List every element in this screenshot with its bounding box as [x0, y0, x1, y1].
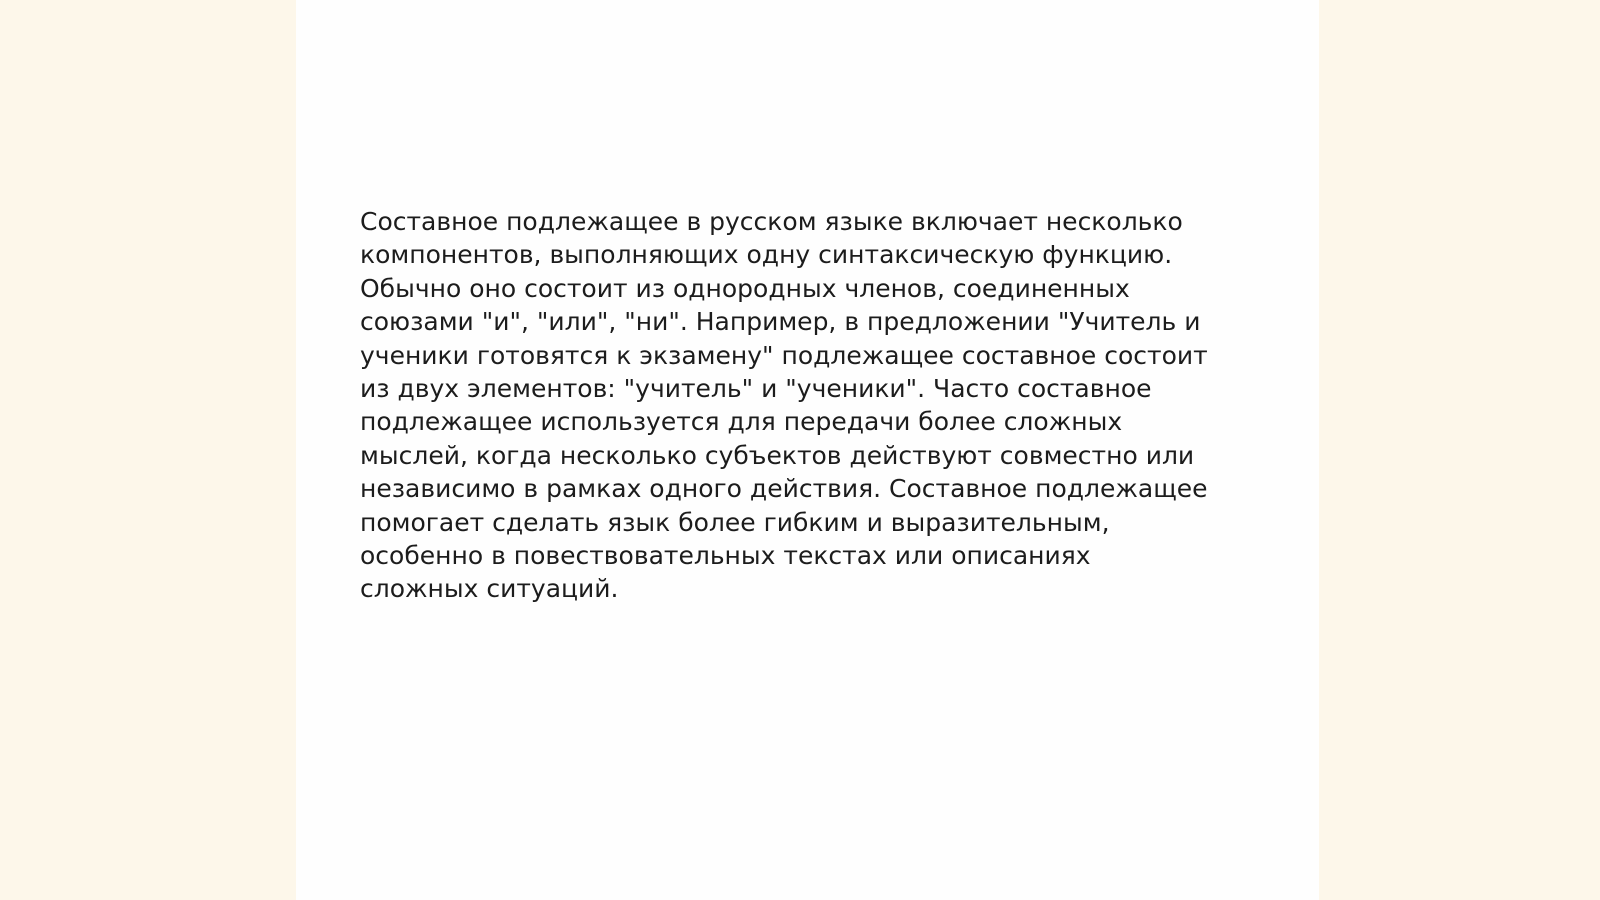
paragraph-line: подлежащее используется для передачи более сложных	[360, 407, 1123, 437]
paragraph-line: союзами "и", "или", "ни". Например, в предложении "Учитель и	[360, 307, 1201, 337]
paragraph-line: ученики готовятся к экзамену" подлежащее составное состоит	[360, 340, 1208, 370]
paragraph-line: сложных ситуаций.	[360, 574, 619, 604]
paragraph-line: компонентов, выполняющих одну синтаксическую функцию.	[360, 240, 1173, 270]
paragraph-line: Составное подлежащее в русском языке включает несколько	[360, 207, 1183, 236]
paragraph-line: особенно в повествовательных текстах или описаниях	[360, 541, 1091, 571]
paragraph-line: Обычно оно состоит из однородных членов, соединенных	[360, 273, 1130, 303]
paragraph-line: из двух элементов: "учитель" и "ученики". Часто составное	[360, 374, 1152, 404]
paragraph-line: помогает сделать язык более гибким и выразительным,	[360, 507, 1110, 537]
body-paragraph	[360, 205, 1250, 606]
document-page	[296, 0, 1319, 900]
paragraph-line: независимо в рамках одного действия. Составное подлежащее	[360, 474, 1208, 504]
paragraph-line: мыслей, когда несколько субъектов действуют совместно или	[360, 440, 1195, 470]
